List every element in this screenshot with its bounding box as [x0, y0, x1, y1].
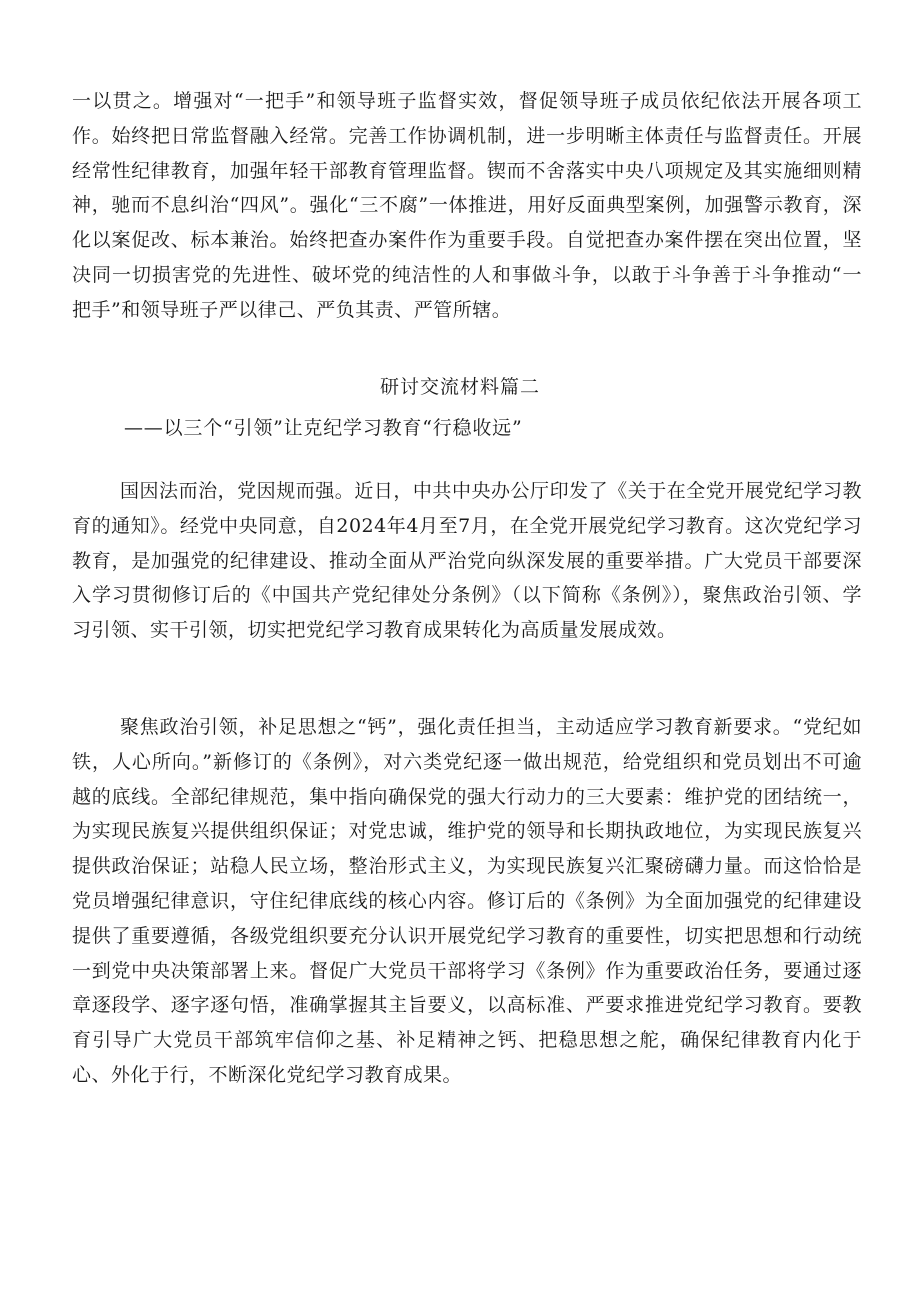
paragraph-3: 聚焦政治引领，补足思想之“钙”，强化责任担当，主动适应学习教育新要求。“党纪如铁，人心所向。”新修订的《条例》，对六类党纪逐一做出规范，给党组织和党员划出不可逾越的底线。全部纪律规范，集中指向确保党的强大行动力的三大要素：维护党的团结统一，为实现民族复兴提供组织保证；对党忠诚，维护党的领导和长期执政地位，为实现民族复兴提供政治保证；站稳人民立场，整治形式主义，为实现民族复兴汇聚磅礴力量。而这恰恰是党员增强纪律意识，守住纪律底线的核心内容。修订后的《条例》为全面加强党的纪律建设提供了重要遵循，各级党组织要充分认识开展党纪学习教育的重要性，切实把思想和行动统一到党中央决策部署上来。督促广大党员干部将学习《条例》作为重要政治任务，要通过逐章逐段学、逐字逐句悟，准确掌握其主旨要义，以高标准、严要求推进党纪学习教育。要教育引导广大党员干部筑牢信仰之基、补足精神之钙、把稳思想之舵，确保纪律教育内化于心、外化于行，不断深化党纪学习教育成果。 [72, 716, 862, 1086]
paragraph-2: 国因法而治，党因规而强。近日，中共中央办公厅印发了《关于在全党开展党纪学习教育的通知》。经党中央同意，自2024年4月至7月，在全党开展党纪学习教育。这次党纪学习教育，是加强党的纪律建设、推动全面从严治党向纵深发展的重要举措。广大党员干部要深入学习贯彻修订后的《中国共产党纪律处分条例》（以下简称《条例》），聚焦政治引领、学习引领、实干引领，切实把党纪学习教育成果转化为高质量发展成效。 [72, 480, 862, 642]
paragraph-1: 一以贯之。增强对“一把手”和领导班子监督实效，督促领导班子成员依纪依法开展各项工作。始终把日常监督融入经常。完善工作协调机制，进一步明晰主体责任与监督责任。开展经常性纪律教育，加强年轻干部教育管理监督。锲而不舍落实中央八项规定及其实施细则精神，驰而不息纠治“四风”。强化“三不腐”一体推进，用好反面典型案例，加强警示教育，深化以案促改、标本兼治。始终把查办案件作为重要手段。自觉把查办案件摆在突出位置，坚决同一切损害党的先进性、破坏党的纯洁性的人和事做斗争，以敢于斗争善于斗争推动“一把手”和领导班子严以律己、严负其责、严管所辖。 [72, 90, 862, 321]
section-title: 研讨交流材料篇二 [379, 376, 540, 398]
section-subtitle: ——以三个“引领”让克纪学习教育“行稳收远” [124, 417, 523, 439]
